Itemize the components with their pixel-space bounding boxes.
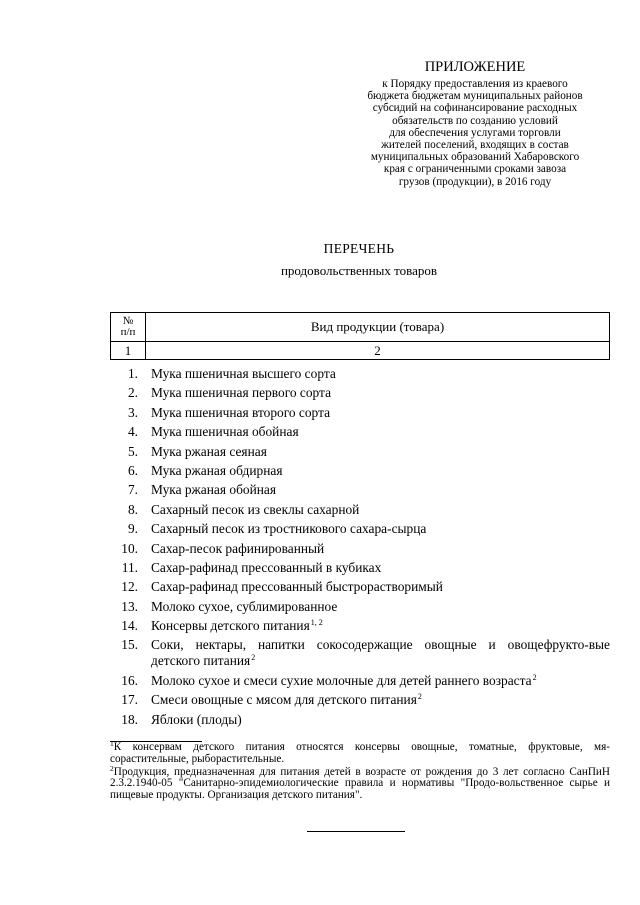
- item-text: [151, 637, 610, 669]
- document-subtitle: продовольственных товаров: [280, 263, 438, 278]
- item-text: [151, 444, 610, 460]
- column-index-2: 2: [146, 342, 610, 360]
- list-item: [110, 385, 610, 401]
- item-label: Мука ржаная сеяная: [151, 443, 267, 459]
- appendix-line: муниципальных образований Хабаровского: [370, 151, 580, 164]
- item-number: 15.: [121, 637, 138, 653]
- list-item: [110, 560, 610, 576]
- item-number: 2.: [127, 385, 138, 401]
- item-label: Сахарный песок из тростникового сахара-сырца: [151, 521, 427, 537]
- item-label: Сахар-песок рафинированный: [151, 540, 325, 556]
- item-label: Мука пшеничная обойная: [151, 424, 299, 440]
- item-number: 17.: [121, 692, 138, 708]
- item-text: [151, 560, 610, 576]
- footnote-reference: 2: [251, 653, 256, 663]
- column-index-1: 1: [111, 342, 146, 360]
- item-label: Смеси овощные с мясом для детского питания: [151, 692, 417, 708]
- footnote-text: Продукция, предназначенная для питания детей в возрасте от рождения до 3 лет согласно СанПиН 2.3.2.1940-05 "Санитарно-эпидемиологические правила и нормативы "Продо-вольственное сырье и пищевые продукты. Организация детского питания".: [110, 765, 610, 802]
- item-number: 8.: [127, 501, 138, 517]
- item-text: [151, 712, 610, 728]
- number-abbrev: п/п: [120, 326, 136, 338]
- item-number: 3.: [127, 404, 138, 420]
- footnote: [110, 763, 610, 802]
- list-item: [110, 618, 610, 634]
- item-text: [151, 463, 610, 479]
- item-label: Сахар-рафинад прессованный в кубиках: [151, 559, 382, 575]
- appendix-line: для обеспечения услугами торговли: [389, 126, 561, 139]
- item-text: [151, 385, 610, 401]
- list-item: [110, 521, 610, 537]
- item-number: 18.: [121, 711, 138, 727]
- item-number: 16.: [121, 672, 138, 688]
- footnote-mark: 2: [110, 763, 114, 773]
- item-label: Яблоки (плоды): [151, 711, 242, 727]
- item-text: [151, 599, 610, 615]
- item-number: 6.: [127, 462, 138, 478]
- footnote-mark: 1: [110, 739, 114, 748]
- item-number: 12.: [121, 579, 138, 595]
- item-label: Консервы детского питания: [151, 618, 310, 634]
- appendix-line: к Порядку предоставления из краевого: [382, 78, 568, 90]
- item-label: Сахарный песок из свеклы сахарной: [151, 501, 360, 517]
- document-heading: [0, 240, 640, 280]
- item-label: Мука пшеничная второго сорта: [151, 404, 331, 420]
- item-text: [151, 502, 610, 518]
- item-number: 4.: [127, 424, 138, 440]
- item-label: Сахар-рафинад прессованный быстрорастворимый: [151, 579, 443, 595]
- item-number: 5.: [127, 443, 138, 459]
- list-item: [110, 366, 610, 382]
- footnote-reference: 1, 2: [310, 618, 323, 628]
- list-header-table: [110, 312, 610, 360]
- item-text: [151, 366, 610, 382]
- list-item: [110, 692, 610, 708]
- list-item: [110, 424, 610, 440]
- appendix-text: [346, 78, 604, 188]
- document-title: ПЕРЕЧЕНЬ: [323, 241, 395, 256]
- product-column-header: Вид продукции (товара): [146, 313, 610, 342]
- appendix-line: субсидий на софинансирование расходных: [372, 102, 578, 115]
- item-number: 7.: [127, 482, 138, 498]
- appendix-line: края с ограниченными сроками завоза: [383, 163, 567, 176]
- list-item: [110, 579, 610, 595]
- end-divider: [307, 831, 405, 832]
- appendix-block: [346, 58, 604, 188]
- appendix-line: бюджета бюджетам муниципальных районов: [367, 90, 583, 103]
- list-item: [110, 405, 610, 421]
- item-label: Молоко сухое, сублимированное: [151, 598, 338, 614]
- item-label: Мука ржаная обойная: [151, 482, 277, 498]
- list-item: [110, 599, 610, 615]
- appendix-title: ПРИЛОЖЕНИЕ: [424, 59, 526, 75]
- footnote-text: К консервам детского питания относятся консервы овощные, томатные, фруктовые, мя-сорастительные, рыборастительные.: [110, 741, 610, 765]
- list-item: [110, 482, 610, 498]
- list-item: [110, 712, 610, 728]
- product-list: [110, 366, 610, 731]
- item-label: Мука ржаная обдирная: [151, 462, 283, 478]
- footnotes: [110, 739, 610, 803]
- item-number: 10.: [121, 540, 138, 556]
- list-item: [110, 637, 610, 669]
- item-text: [151, 692, 610, 708]
- item-number: 9.: [127, 521, 138, 537]
- item-number: 13.: [121, 598, 138, 614]
- number-sign: №: [122, 315, 134, 327]
- item-text: [151, 424, 610, 440]
- item-number: 14.: [121, 618, 138, 634]
- number-column-header: [111, 313, 146, 342]
- item-text: [151, 405, 610, 421]
- list-item: [110, 673, 610, 689]
- item-text: [151, 579, 610, 595]
- item-label: Молоко сухое и смеси сухие молочные для детей раннего возраста: [151, 672, 532, 688]
- item-text: [151, 521, 610, 537]
- item-text: [151, 673, 610, 689]
- item-text: [151, 618, 610, 634]
- footnote-reference: 2: [417, 692, 422, 702]
- item-text: [151, 541, 610, 557]
- item-number: 11.: [121, 559, 138, 575]
- appendix-line: грузов (продукции), в 2016 году: [398, 175, 552, 188]
- list-item: [110, 444, 610, 460]
- item-label: Мука пшеничная первого сорта: [151, 385, 332, 401]
- appendix-line: обязательств по созданию условий: [392, 114, 558, 127]
- item-text: [151, 482, 610, 498]
- appendix-line: жителей поселений, входящих в состав: [381, 139, 569, 152]
- list-item: [110, 502, 610, 518]
- item-label: Мука пшеничная высшего сорта: [151, 366, 336, 381]
- list-item: [110, 541, 610, 557]
- footnote-reference: 2: [532, 672, 537, 682]
- item-number: 1.: [127, 366, 138, 381]
- list-item: [110, 463, 610, 479]
- footnote: [110, 739, 610, 766]
- item-label: Соки, нектары, напитки сокосодержащие овощные и овощефрукто-вые детского питания: [151, 637, 610, 669]
